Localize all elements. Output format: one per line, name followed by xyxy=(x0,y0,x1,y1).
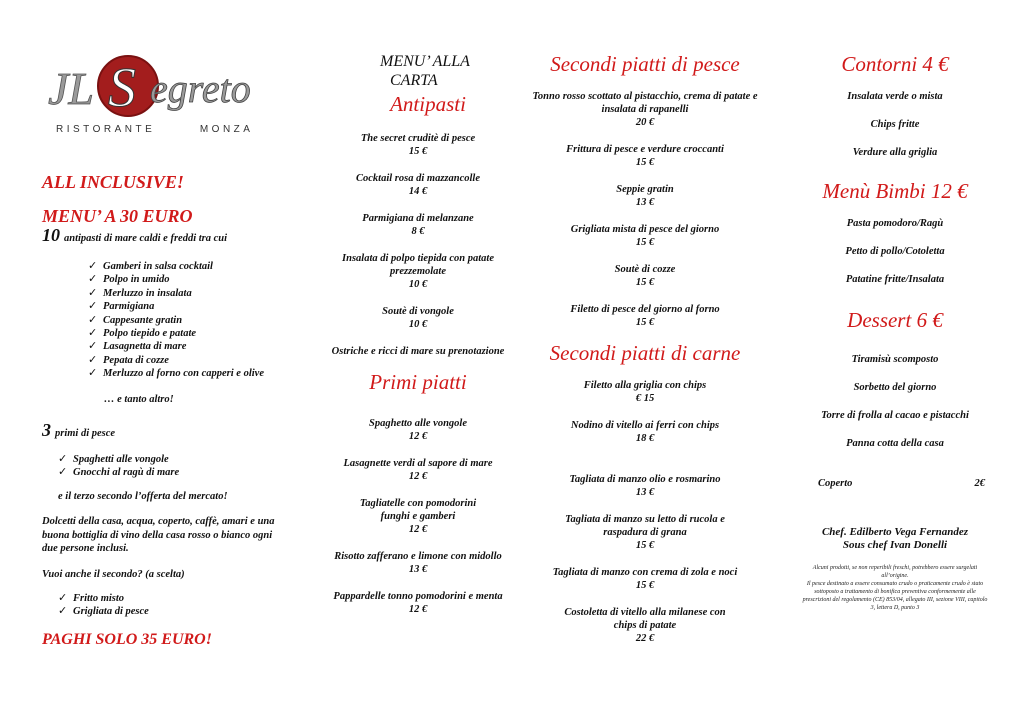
item-name: Cocktail rosa di mazzancolle xyxy=(356,173,480,184)
pay-only-headline: PAGHI SOLO 35 EURO! xyxy=(42,630,212,648)
item-price: 13 € xyxy=(635,197,655,208)
coperto-label: Coperto xyxy=(818,478,853,489)
logo-tagline-right: MONZA xyxy=(199,124,254,135)
menu-item xyxy=(530,183,760,209)
logo-artwork xyxy=(40,48,280,123)
third-course-text: e il terzo secondo l’offerta del mercato! xyxy=(58,491,228,503)
menu-item xyxy=(530,379,760,405)
menu-item xyxy=(318,212,518,238)
primi-count: 3 xyxy=(42,419,51,440)
menu-item xyxy=(530,303,760,329)
second-list xyxy=(58,592,292,619)
menu-item xyxy=(530,223,760,249)
antipasti-list xyxy=(88,260,292,381)
secondi-column xyxy=(530,52,760,645)
menu-item xyxy=(318,550,518,576)
dessert-title: Dessert 6 € xyxy=(847,308,943,332)
menu-title-line2: CARTA xyxy=(390,72,438,89)
all-inclusive-section xyxy=(42,172,292,649)
svg-text:JL: JL xyxy=(48,63,94,114)
antipasti-count: 10 xyxy=(42,225,60,245)
item-name: Seppie gratin xyxy=(616,184,674,195)
menu-item xyxy=(318,132,518,158)
item-price: 13 € xyxy=(635,487,655,498)
note-line1: Alcuni prodotti, se non reperibili freschi, potrebbero essere surgelati all’origine. xyxy=(812,565,978,579)
item-name: Lasagnette verdi al sapore di mare xyxy=(343,458,493,469)
item-name: Pappardelle tonno pomodorini e menta xyxy=(333,591,503,602)
list-item: ✓ Lasagnetta di mare xyxy=(88,340,292,353)
antipasti-count-line xyxy=(42,226,292,248)
menu-item xyxy=(530,473,760,499)
item-price: 15 € xyxy=(635,317,655,328)
item-name: Grigliata mista di pesce del giorno xyxy=(570,224,720,235)
coperto-price: 2€ xyxy=(974,478,985,489)
list-item: ✓ Spaghetti alle vongole xyxy=(58,453,292,466)
list-item: ✓ Gamberi in salsa cocktail xyxy=(88,260,292,273)
menu-item: Panna cotta della casa xyxy=(846,438,944,449)
item-price: 8 € xyxy=(411,226,425,237)
included-text: Dolcetti della casa, acqua, coperto, caffè, amari e una buona bottiglia di vino della casa rosso o bianco ogni due persone inclusi. xyxy=(42,516,275,555)
menu-item: Chips fritte xyxy=(870,119,920,130)
restaurant-logo xyxy=(40,48,280,143)
menu-item xyxy=(318,417,518,443)
item-name: Filetto di pesce del giorno al forno xyxy=(570,304,720,315)
menu-item xyxy=(530,566,760,592)
antipasti-title: Antipasti xyxy=(390,92,466,116)
list-item: ✓ Polpo in umido xyxy=(88,273,292,286)
item-name: Soutè di vongole xyxy=(382,306,454,317)
list-item: ✓ Pepata di cozze xyxy=(88,354,292,367)
ostriche-note: Ostriche e ricci di mare su prenotazione xyxy=(331,346,505,357)
item-price: 18 € xyxy=(635,433,655,444)
menu-item xyxy=(318,252,518,291)
item-price: 20 € xyxy=(635,117,655,128)
menu-item: Verdure alla griglia xyxy=(852,147,938,158)
svg-text:egreto: egreto xyxy=(150,66,251,111)
contorni-column xyxy=(800,52,990,612)
item-price: 14 € xyxy=(408,186,428,197)
item-price: 12 € xyxy=(408,471,428,482)
list-item: ✓ Merluzzo al forno con capperi e olive xyxy=(88,367,292,380)
primi-count-line xyxy=(42,421,292,443)
list-item: ✓ Merluzzo in insalata xyxy=(88,287,292,300)
menu-item xyxy=(530,143,760,169)
menu-item: Patatine fritte/Insalata xyxy=(845,274,945,285)
item-price: 12 € xyxy=(408,604,428,615)
item-price: 15 € xyxy=(635,540,655,551)
item-name: Risotto zafferano e limone con midollo xyxy=(334,551,502,562)
note-line2: Il pesce destinato a essere consumato crudo o praticamente crudo è stato sottoposto a trattamento di bonifica preventiva conformemente alle prescrizioni del regolamento (CE) 853/04, allegato III, sezione VIII, capitolo 3, lettera D, punto 3 xyxy=(802,581,988,611)
antipasti-count-text: antipasti di mare caldi e freddi tra cui xyxy=(64,233,228,244)
and-more-text: … e tanto altro! xyxy=(104,393,174,405)
primi-count-text: primi di pesce xyxy=(55,427,116,439)
item-price: € 15 xyxy=(635,393,655,404)
list-item: ✓ Gnocchi al ragù di mare xyxy=(58,466,292,479)
item-name: Nodino di vitello ai ferri con chips xyxy=(570,420,720,431)
item-name: Filetto alla griglia con chips xyxy=(583,380,707,391)
item-name: The secret cruditè di pesce xyxy=(360,133,476,144)
svg-text:S: S xyxy=(108,57,136,119)
item-name: Parmigiana di melanzane xyxy=(362,213,474,224)
item-name: Tonno rosso scottato al pistacchio, crema di patate e insalata di rapanelli xyxy=(532,91,758,115)
list-item: ✓ Fritto misto xyxy=(58,592,292,605)
list-item: ✓ Polpo tiepido e patate xyxy=(88,327,292,340)
menu-item xyxy=(560,606,730,645)
menu-item xyxy=(545,513,745,552)
item-price: 10 € xyxy=(408,279,428,290)
list-item: ✓ Cappesante gratin xyxy=(88,314,292,327)
list-item: ✓ Grigliata di pesce xyxy=(58,605,292,618)
menu-item: Torre di frolla al cacao e pistacchi xyxy=(821,410,969,421)
menu-item xyxy=(530,263,760,289)
item-name: Tagliatelle con pomodorini funghi e gamberi xyxy=(359,498,477,522)
contorni-title: Contorni 4 € xyxy=(841,52,949,76)
menu-item xyxy=(530,419,760,445)
item-name: Spaghetto alle vongole xyxy=(369,418,467,429)
item-name: Costoletta di vitello alla milanese con chips di patate xyxy=(564,607,726,631)
logo-tagline-left: RISTORANTE xyxy=(56,124,156,135)
menu-title-line1: MENU’ ALLA xyxy=(380,53,470,70)
chef-name: Chef. Edilberto Vega Fernandez xyxy=(821,526,969,538)
item-price: 12 € xyxy=(408,431,428,442)
item-name: Soutè di cozze xyxy=(614,264,676,275)
secondi-carne-title: Secondi piatti di carne xyxy=(549,341,741,365)
menu-item: Petto di pollo/Cotoletta xyxy=(845,246,945,257)
list-item: ✓ Parmigiana xyxy=(88,300,292,313)
sous-chef-name: Sous chef Ivan Donelli xyxy=(842,539,948,551)
menu-item: Tiramisù scomposto xyxy=(851,354,939,365)
allergen-note xyxy=(800,564,990,612)
item-price: 15 € xyxy=(635,237,655,248)
primi-list xyxy=(58,453,292,480)
second-question: Vuoi anche il secondo? (a scelta) xyxy=(42,568,185,580)
coperto-row xyxy=(800,477,990,490)
menu-alla-carta-title xyxy=(380,52,518,90)
item-price: 13 € xyxy=(408,564,428,575)
primi-title: Primi piatti xyxy=(369,370,467,394)
item-price: 22 € xyxy=(635,633,655,644)
item-name: Tagliata di manzo con crema di zola e noci xyxy=(552,567,738,578)
item-name: Insalata di polpo tiepida con patate prezzemolate xyxy=(342,253,494,277)
menu-item xyxy=(348,497,488,536)
item-price: 15 € xyxy=(408,146,428,157)
menu-item xyxy=(318,305,518,331)
menu-item: Pasta pomodoro/Ragù xyxy=(846,218,944,229)
menu-item: Sorbetto del giorno xyxy=(853,382,937,393)
item-price: 15 € xyxy=(635,277,655,288)
menu-bimbi-title: Menù Bimbi 12 € xyxy=(822,179,968,203)
item-name: Tagliata di manzo olio e rosmarino xyxy=(569,474,721,485)
menu-item xyxy=(328,590,508,616)
menu-30-headline: MENU’ A 30 EURO xyxy=(42,206,193,226)
item-price: 10 € xyxy=(408,319,428,330)
menu-item: Insalata verde o mista xyxy=(847,91,943,102)
item-name: Tagliata di manzo su letto di rucola e raspadura di grana xyxy=(565,514,725,538)
secondi-pesce-title: Secondi piatti di pesce xyxy=(550,52,740,76)
item-name: Frittura di pesce e verdure croccanti xyxy=(566,144,724,155)
item-price: 15 € xyxy=(635,580,655,591)
item-price: 12 € xyxy=(408,524,428,535)
menu-item xyxy=(530,90,760,129)
item-price: 15 € xyxy=(635,157,655,168)
menu-item xyxy=(318,172,518,198)
all-inclusive-headline: ALL INCLUSIVE! xyxy=(42,172,184,192)
menu-item xyxy=(318,457,518,483)
menu-carta-column xyxy=(318,52,518,616)
